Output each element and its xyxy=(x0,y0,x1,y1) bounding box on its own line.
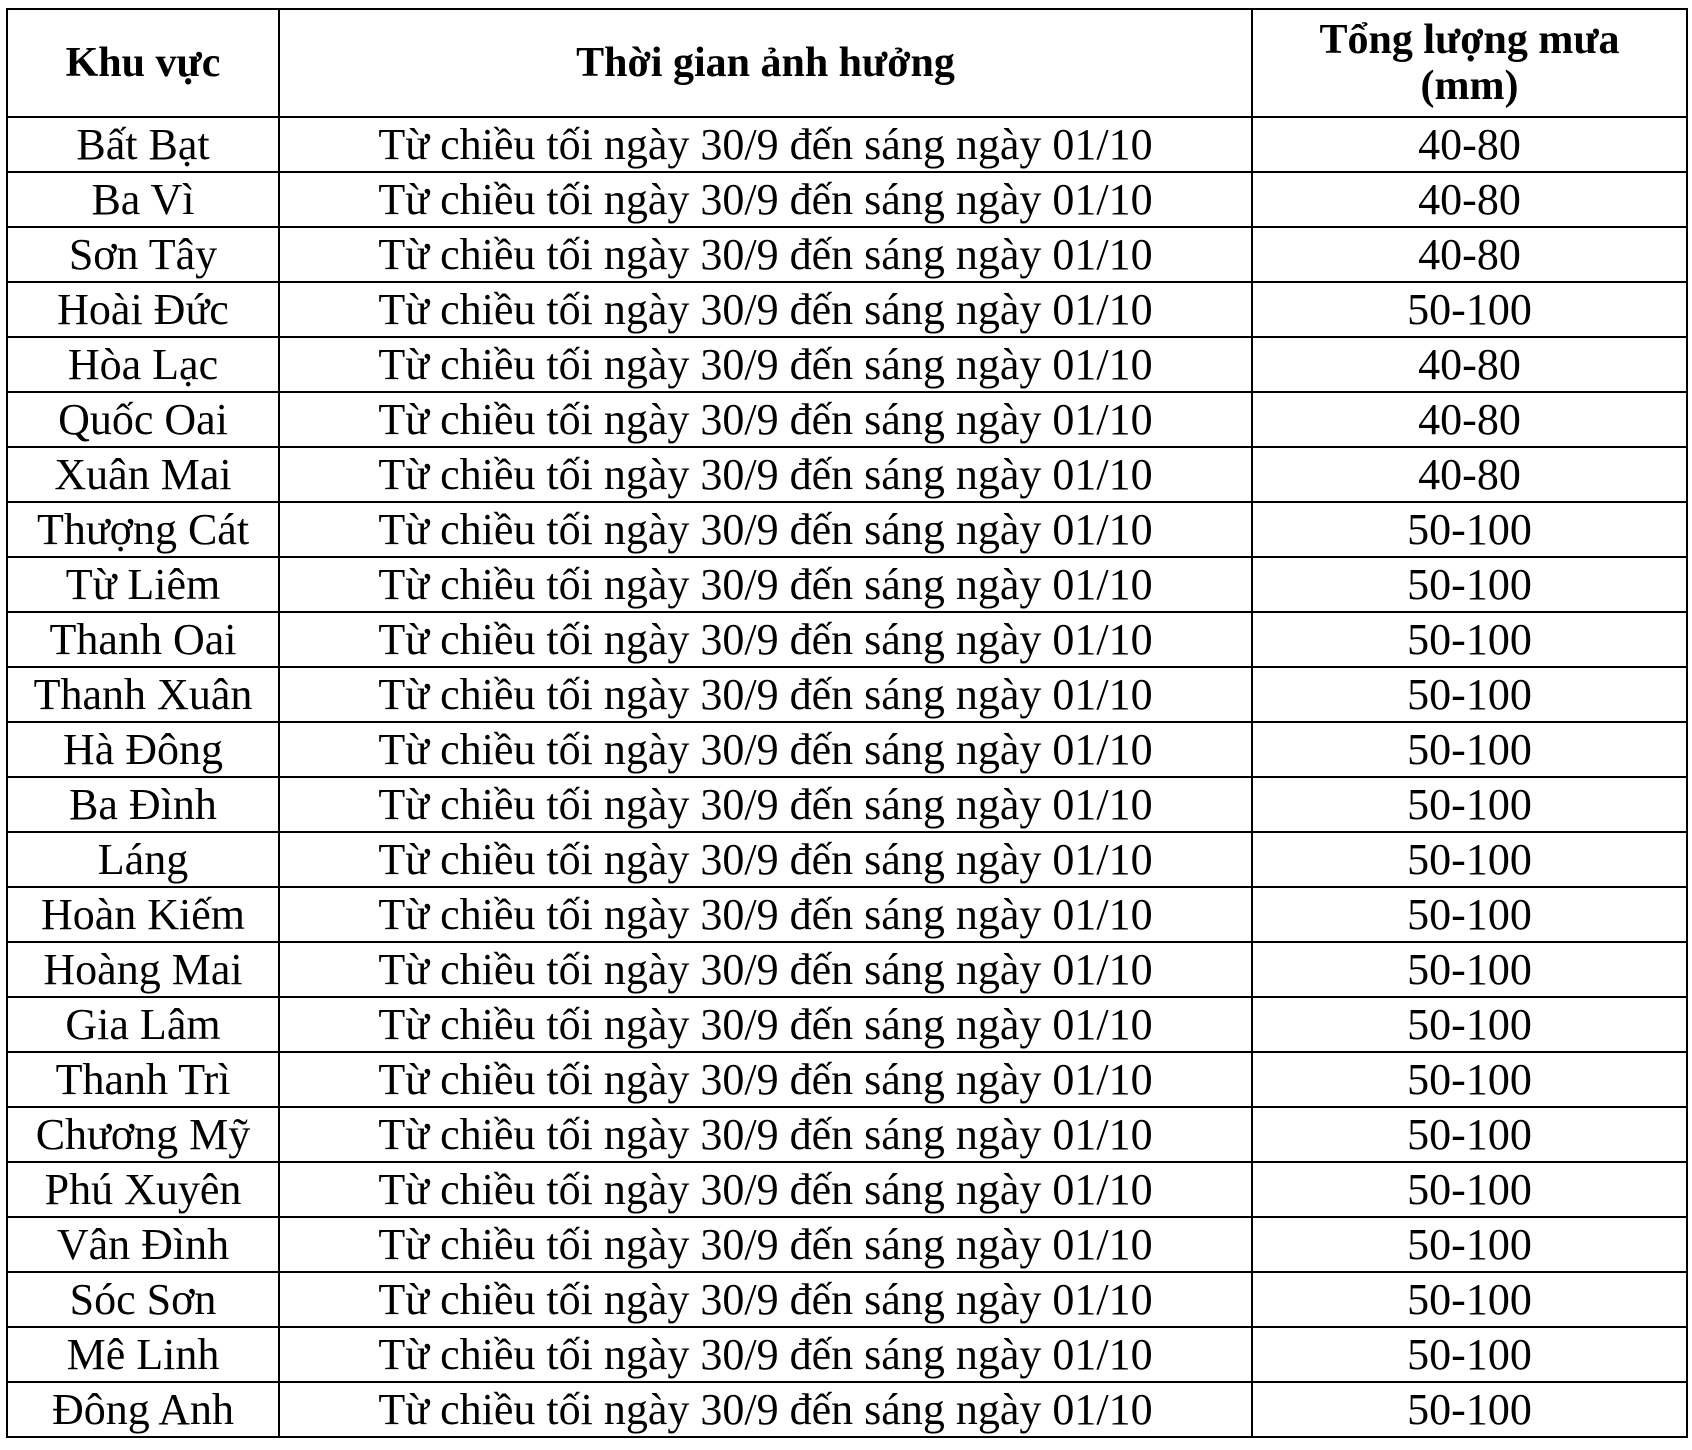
table-row xyxy=(7,1327,1687,1382)
header-area: Khu vực xyxy=(7,9,279,117)
cell-area: Thượng Cát xyxy=(7,502,279,557)
cell-time: Từ chiều tối ngày 30/9 đến sáng ngày 01/10 xyxy=(279,942,1252,997)
cell-area: Đông Anh xyxy=(7,1382,279,1437)
cell-area: Sơn Tây xyxy=(7,227,279,282)
cell-area: Ba Đình xyxy=(7,777,279,832)
table-row xyxy=(7,832,1687,887)
cell-rainfall: 40-80 xyxy=(1252,447,1687,502)
cell-area: Hà Đông xyxy=(7,722,279,777)
cell-rainfall: 40-80 xyxy=(1252,392,1687,447)
cell-area: Thanh Trì xyxy=(7,1052,279,1107)
header-rainfall-line2: (mm) xyxy=(1420,63,1519,109)
cell-area: Chương Mỹ xyxy=(7,1107,279,1162)
cell-rainfall: 40-80 xyxy=(1252,337,1687,392)
cell-area: Từ Liêm xyxy=(7,557,279,612)
cell-area: Phú Xuyên xyxy=(7,1162,279,1217)
table-row xyxy=(7,942,1687,997)
cell-area: Quốc Oai xyxy=(7,392,279,447)
cell-time: Từ chiều tối ngày 30/9 đến sáng ngày 01/10 xyxy=(279,722,1252,777)
cell-time: Từ chiều tối ngày 30/9 đến sáng ngày 01/10 xyxy=(279,1162,1252,1217)
table-row xyxy=(7,722,1687,777)
cell-rainfall: 40-80 xyxy=(1252,172,1687,227)
table-row xyxy=(7,777,1687,832)
table-row xyxy=(7,447,1687,502)
cell-rainfall: 50-100 xyxy=(1252,1107,1687,1162)
cell-area: Thanh Oai xyxy=(7,612,279,667)
cell-rainfall: 50-100 xyxy=(1252,1327,1687,1382)
table-row xyxy=(7,117,1687,172)
cell-area: Láng xyxy=(7,832,279,887)
cell-rainfall: 50-100 xyxy=(1252,612,1687,667)
cell-rainfall: 40-80 xyxy=(1252,227,1687,282)
cell-time: Từ chiều tối ngày 30/9 đến sáng ngày 01/10 xyxy=(279,557,1252,612)
rainfall-table xyxy=(6,8,1688,1438)
header-time: Thời gian ảnh hưởng xyxy=(279,9,1252,117)
cell-area: Ba Vì xyxy=(7,172,279,227)
cell-time: Từ chiều tối ngày 30/9 đến sáng ngày 01/10 xyxy=(279,1107,1252,1162)
table-row xyxy=(7,227,1687,282)
cell-time: Từ chiều tối ngày 30/9 đến sáng ngày 01/10 xyxy=(279,117,1252,172)
table-row xyxy=(7,172,1687,227)
cell-time: Từ chiều tối ngày 30/9 đến sáng ngày 01/10 xyxy=(279,447,1252,502)
table-row xyxy=(7,1107,1687,1162)
cell-time: Từ chiều tối ngày 30/9 đến sáng ngày 01/10 xyxy=(279,392,1252,447)
cell-time: Từ chiều tối ngày 30/9 đến sáng ngày 01/10 xyxy=(279,282,1252,337)
cell-area: Hoàn Kiếm xyxy=(7,887,279,942)
table-row xyxy=(7,1162,1687,1217)
cell-area: Mê Linh xyxy=(7,1327,279,1382)
cell-rainfall: 50-100 xyxy=(1252,722,1687,777)
cell-area: Xuân Mai xyxy=(7,447,279,502)
cell-rainfall: 50-100 xyxy=(1252,557,1687,612)
cell-time: Từ chiều tối ngày 30/9 đến sáng ngày 01/10 xyxy=(279,337,1252,392)
header-row xyxy=(7,9,1687,117)
table-row xyxy=(7,337,1687,392)
cell-time: Từ chiều tối ngày 30/9 đến sáng ngày 01/10 xyxy=(279,502,1252,557)
header-rainfall-line1: Tổng lượng mưa xyxy=(1319,17,1620,63)
cell-area: Hoài Đức xyxy=(7,282,279,337)
cell-time: Từ chiều tối ngày 30/9 đến sáng ngày 01/10 xyxy=(279,997,1252,1052)
table-row xyxy=(7,1382,1687,1437)
cell-time: Từ chiều tối ngày 30/9 đến sáng ngày 01/10 xyxy=(279,887,1252,942)
table-header xyxy=(7,9,1687,117)
cell-area: Hòa Lạc xyxy=(7,337,279,392)
cell-time: Từ chiều tối ngày 30/9 đến sáng ngày 01/10 xyxy=(279,1052,1252,1107)
cell-area: Thanh Xuân xyxy=(7,667,279,722)
table-row xyxy=(7,1217,1687,1272)
table-body xyxy=(7,117,1687,1437)
cell-time: Từ chiều tối ngày 30/9 đến sáng ngày 01/10 xyxy=(279,667,1252,722)
cell-time: Từ chiều tối ngày 30/9 đến sáng ngày 01/10 xyxy=(279,832,1252,887)
cell-rainfall: 50-100 xyxy=(1252,887,1687,942)
cell-rainfall: 50-100 xyxy=(1252,1217,1687,1272)
cell-rainfall: 50-100 xyxy=(1252,1272,1687,1327)
cell-rainfall: 50-100 xyxy=(1252,667,1687,722)
table-row xyxy=(7,887,1687,942)
cell-time: Từ chiều tối ngày 30/9 đến sáng ngày 01/10 xyxy=(279,612,1252,667)
cell-time: Từ chiều tối ngày 30/9 đến sáng ngày 01/10 xyxy=(279,172,1252,227)
header-rainfall xyxy=(1252,9,1687,117)
table-row xyxy=(7,502,1687,557)
cell-rainfall: 50-100 xyxy=(1252,1382,1687,1437)
table-row xyxy=(7,392,1687,447)
cell-rainfall: 50-100 xyxy=(1252,502,1687,557)
table-row xyxy=(7,1052,1687,1107)
cell-rainfall: 50-100 xyxy=(1252,282,1687,337)
table-row xyxy=(7,282,1687,337)
table-row xyxy=(7,612,1687,667)
cell-area: Hoàng Mai xyxy=(7,942,279,997)
cell-area: Gia Lâm xyxy=(7,997,279,1052)
cell-time: Từ chiều tối ngày 30/9 đến sáng ngày 01/10 xyxy=(279,1272,1252,1327)
cell-rainfall: 40-80 xyxy=(1252,117,1687,172)
cell-time: Từ chiều tối ngày 30/9 đến sáng ngày 01/10 xyxy=(279,777,1252,832)
table-row xyxy=(7,1272,1687,1327)
cell-time: Từ chiều tối ngày 30/9 đến sáng ngày 01/10 xyxy=(279,1217,1252,1272)
cell-area: Bất Bạt xyxy=(7,117,279,172)
cell-rainfall: 50-100 xyxy=(1252,1162,1687,1217)
cell-rainfall: 50-100 xyxy=(1252,997,1687,1052)
cell-rainfall: 50-100 xyxy=(1252,1052,1687,1107)
cell-area: Vân Đình xyxy=(7,1217,279,1272)
cell-rainfall: 50-100 xyxy=(1252,832,1687,887)
cell-rainfall: 50-100 xyxy=(1252,777,1687,832)
table-row xyxy=(7,557,1687,612)
cell-rainfall: 50-100 xyxy=(1252,942,1687,997)
cell-area: Sóc Sơn xyxy=(7,1272,279,1327)
cell-time: Từ chiều tối ngày 30/9 đến sáng ngày 01/10 xyxy=(279,1382,1252,1437)
table-row xyxy=(7,667,1687,722)
cell-time: Từ chiều tối ngày 30/9 đến sáng ngày 01/10 xyxy=(279,227,1252,282)
cell-time: Từ chiều tối ngày 30/9 đến sáng ngày 01/10 xyxy=(279,1327,1252,1382)
table-row xyxy=(7,997,1687,1052)
